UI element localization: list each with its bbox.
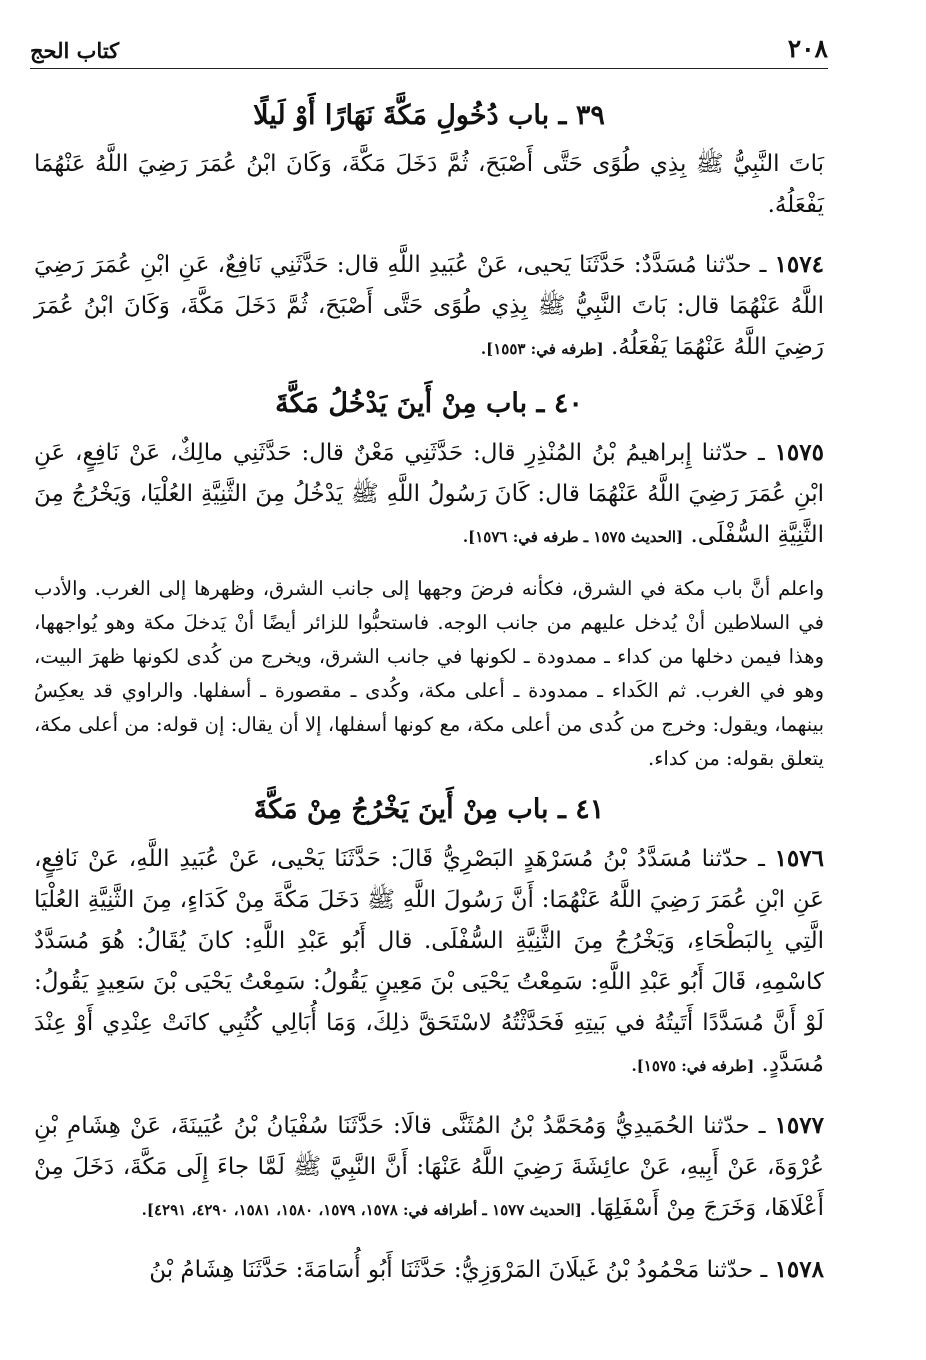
page-body [34,96,824,1305]
chapter-intro-39: بَاتَ النَّبِيُّ ﷺ بِذِي طُوًى حَتَّى أَصْبَحَ، ثُمَّ دَخَلَ مَكَّةَ، وَكَانَ ابْنُ عُمَرَ رَضِيَ اللَّهُ عَنْهُمَا يَفْعَلُهُ. [34,151,824,218]
hadith-1575 [34,432,824,558]
cross-reference: [طرفه في: ١٥٥٣]. [480,340,604,358]
page-number: ٢٠٨ [787,34,828,63]
book-title: كتاب الحج [30,38,120,63]
hadith-1574 [34,244,824,370]
hadith-1578 [34,1249,824,1291]
hadith-1577 [34,1105,824,1231]
chapter-heading-41: ٤١ ـ باب مِنْ أَينَ يَخْرُجُ مِنْ مَكَّةَ [253,794,605,825]
cross-reference: [الحديث ١٥٧٧ ـ أطرافه في: ١٥٧٨، ١٥٧٩، ١٥٨٠، ١٥٨١، ٤٢٩٠، ٤٢٩١]. [141,1201,582,1219]
hadith-number: ١٥٧٥ [774,439,824,466]
hadith-text: ـ حدّثنا الحُمَيدِيُّ وَمُحَمَّدُ بْنُ المُثَنَّى قالَا: حَدَّثَنَا سُفْيَانُ بْنُ عُيَينَةَ، عَنْ هِشَامِ بْنِ عُرْوَةَ، عَنْ أَبِيهِ، عَنْ عائِشَةَ رَضِيَ اللَّهُ عَنْهَا: أَنَّ النَّبِيَّ ﷺ لَمَّا جاءَ إِلَى مَكَّةَ، دَخَلَ مِنْ أَعْلَاهَا، وَخَرَجَ مِنْ أَسْفَلِهَا. [34,1113,824,1221]
chapter-heading-39: ٣٩ ـ باب دُخُولِ مَكَّةَ نَهَارًا أَوْ لَيلًا [253,100,605,131]
hadith-number: ١٥٧٦ [774,845,824,872]
commentary: واعلم أنَّ باب مكة في الشرق، فكأنه فرضَ وجهها إلى جانب الشرق، وظهرها إلى الغرب. والأدب في السلاطين أنْ يُدخل عليهم من جانب الوجه. فاستحبُّوا للزائر أيضًا أنْ يَدخلَ مكة وهو يُواجهها، وهذا فيمن دخلها من كداء ـ ممدودة ـ لكونها في جانب الشرق، ويخرج من كُدى لكونها ظهرَ البيت، وهو في الغرب. ثم الكَداء ـ ممدودة ـ أعلى مكة، وكُدى ـ مقصورة ـ أسفلها. والراوي قد يعكِسُ بينهما، ويقول: وخرج من كُدى من أعلى مكة، مع كونها أسفلها، إلا أن يقال: إن قوله: من أعلى مكة، يتعلق بقوله: من كداء. [34,577,824,770]
hadith-text: ـ حدّثنا إِبراهيمُ بْنُ المُنْذِرِ قال: حَدَّثَنِي مَعْنٌ قال: حَدَّثَنِي مالِكٌ، عَنْ نَافِعٍ، عَنِ ابْنِ عُمَرَ رَضِيَ اللَّهُ عَنْهُمَا قال: كَانَ رَسُولُ اللَّهِ ﷺ يَدْخُلُ مِنَ الثَّنِيَّةِ العُلْيَا، وَيَخْرُجُ مِنَ الثَّنِيَّةِ السُّفْلَى. [34,440,824,548]
hadith-number: ١٥٧٤ [774,251,824,278]
cross-reference: [الحديث ١٥٧٥ ـ طرفه في: ١٥٧٦]. [462,528,684,546]
running-header [30,34,828,69]
hadith-text: ـ حدّثنا مُسَدَّدٌ: حَدَّثَنَا يَحيى، عَنْ عُبَيدِ اللَّهِ قال: حَدَّثَنِي نَافِعٌ، عَنِ ابْنِ عُمَرَ رَضِيَ اللَّهُ عَنْهُمَا قال: بَاتَ النَّبِيُّ ﷺ بِذِي طُوًى حَتَّى أَصْبَحَ، ثُمَّ دَخَلَ مَكَّةَ، وَكَانَ ابْنُ عُمَرَ رَضِيَ اللَّهُ عَنْهُمَا يَفْعَلُهُ. [34,252,824,360]
hadith-text: ـ حدّثنا مُسَدَّدُ بْنُ مُسَرْهَدٍ البَصْرِيُّ قَالَ: حَدَّثَنَا يَحْيى، عَنْ عُبَيدِ اللَّهِ، عَنْ نَافِعٍ، عَنِ ابْنِ عُمَرَ رَضِيَ اللَّهُ عَنْهُمَا: أَنَّ رَسُولَ اللَّهِ ﷺ دَخَلَ مَكَّةَ مِنْ كَدَاءٍ، مِنَ الثَّنِيَّةِ العُلْيَا الَّتِي بِالبَطْحَاءِ، وَيَخْرُجُ مِنَ الثَّنِيَّةِ السُّفْلَى. قال أَبُو عَبْدِ اللَّهِ: كانَ يُقَالُ: هُوَ مُسَدَّدٌ كاسْمِهِ، قَالَ أَبُو عَبْدِ اللَّهِ: سَمِعْتُ يَحْيَى بْنَ مَعِينٍ يَقُولُ: سَمِعْتُ يَحْيَى بْنَ سَعِيدٍ يَقُولُ: لَوْ أَنَّ مُسَدَّدًا أَتَيتُهُ في بَيتِهِ فَحَدَّثْتُهُ لاسْتَحَقَّ ذلِكَ، وَمَا أُبَالِي كُتُبِي كانَتْ عِنْدِي أَوْ عِنْدَ مُسَدَّدٍ. [34,846,824,1077]
hadith-text: ـ حدّثنا مَحْمُودُ بْنُ غَيلَانَ المَرْوَزِيُّ: حَدَّثَنَا أَبُو أُسَامَةَ: حَدَّثَنَا هِشَامُ بْنُ [149,1257,768,1283]
cross-reference: [طرفه في: ١٥٧٥]. [631,1057,755,1075]
hadith-number: ١٥٧٧ [774,1112,824,1139]
hadith-number: ١٥٧٨ [774,1256,824,1283]
chapter-heading-40: ٤٠ ـ باب مِنْ أَينَ يَدْخُلُ مَكَّةَ [275,388,583,419]
hadith-1576 [34,838,824,1087]
